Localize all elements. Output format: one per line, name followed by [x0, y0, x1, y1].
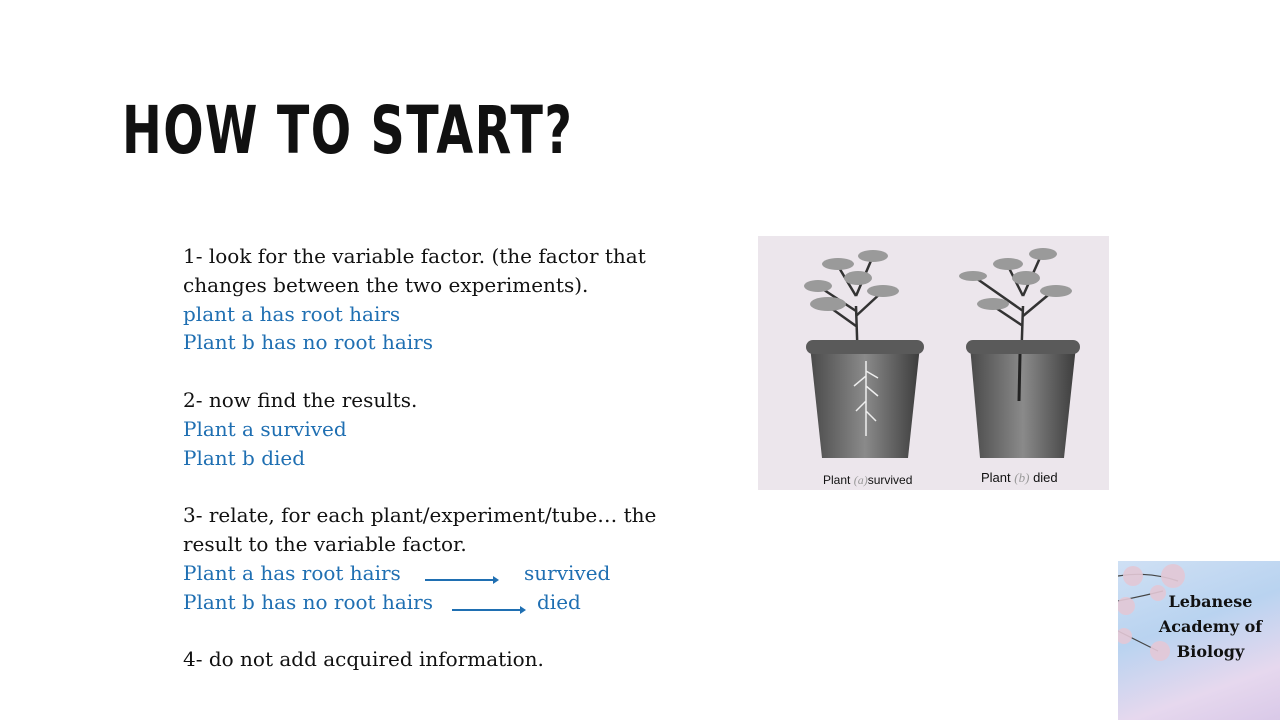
step-1-plant-a: plant a has root hairs	[183, 301, 401, 326]
step-2-plant-b: Plant b died	[183, 445, 306, 470]
step-1-text: 1- look for the variable factor. (the factor that	[183, 244, 646, 268]
caption-b-suffix: died	[1033, 470, 1058, 485]
caption-plant-b	[981, 470, 1058, 486]
step-3-relation-a	[183, 559, 743, 588]
caption-plant-a	[823, 473, 912, 488]
relation-b-result: died	[537, 589, 581, 614]
caption-b-prefix: Plant	[981, 470, 1011, 485]
lebanese-academy-of-biology-logo	[1118, 561, 1280, 720]
relation-a-cause: Plant a has root hairs	[183, 560, 401, 585]
caption-b-letter: (b)	[1014, 470, 1030, 485]
logo-text	[1148, 589, 1273, 664]
arrow-right-icon	[452, 609, 524, 611]
slide-body	[183, 242, 743, 674]
step-1-text-cont: changes between the two experiments).	[183, 272, 589, 297]
relation-b-cause: Plant b has no root hairs	[183, 589, 433, 614]
step-4-text: 4- do not add acquired information.	[183, 647, 544, 672]
plant-b	[959, 248, 1080, 458]
slide-title: HOW TO START?	[122, 92, 574, 169]
caption-a-suffix: survived	[867, 473, 913, 487]
step-2-text: 2- now find the results.	[183, 387, 418, 412]
relation-a-result: survived	[524, 560, 611, 585]
plants-experiment-image	[758, 236, 1109, 490]
potted-plants-illustration	[758, 236, 1109, 466]
step-1-plant-b: Plant b has no root hairs	[183, 330, 433, 355]
plant-a	[804, 250, 924, 458]
step-2-plant-a: Plant a survived	[183, 416, 347, 441]
logo-line-3: Biology	[1176, 642, 1245, 661]
caption-a-letter: (a)	[853, 473, 868, 487]
caption-a-prefix: Plant	[823, 473, 851, 487]
step-3-text-cont: result to the variable factor.	[183, 531, 467, 556]
logo-line-1: Lebanese	[1168, 592, 1253, 611]
step-3-relation-b	[183, 588, 743, 617]
arrow-right-icon	[425, 579, 497, 581]
logo-line-2: Academy of	[1158, 617, 1263, 636]
step-3-text: 3- relate, for each plant/experiment/tube… the	[183, 503, 657, 528]
